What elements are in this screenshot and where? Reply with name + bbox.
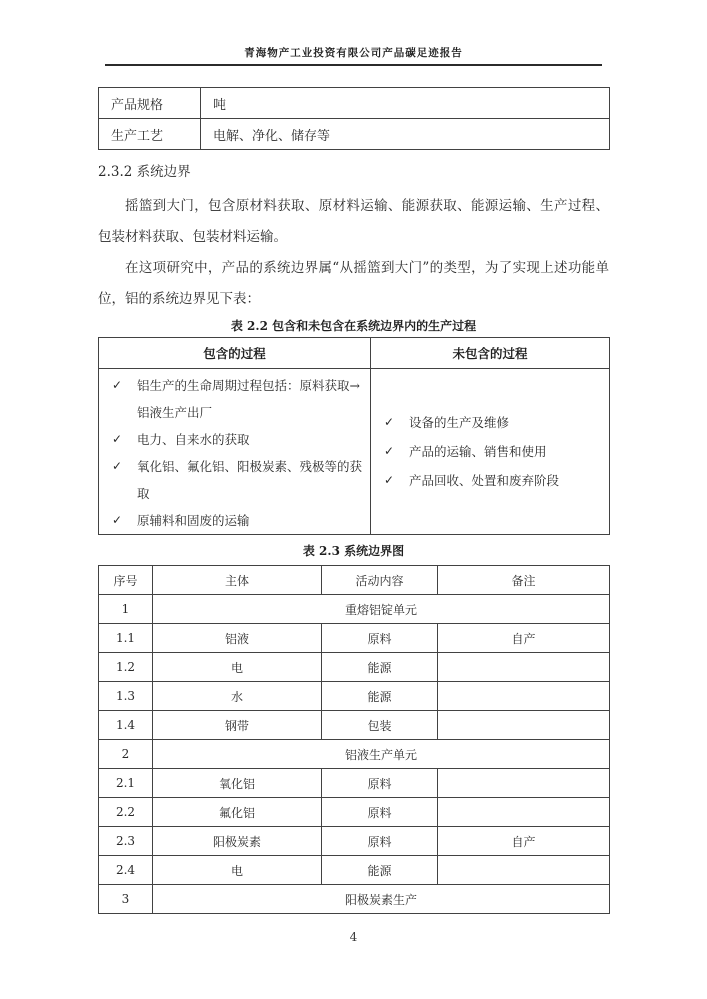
cell-merged-unit: 重熔铝锭单元 bbox=[153, 595, 610, 624]
cell-note: 自产 bbox=[438, 624, 610, 653]
check-icon: ✓ bbox=[384, 415, 395, 429]
page-header-title: 青海物产工业投资有限公司产品碳足迹报告 bbox=[244, 47, 463, 59]
table22-caption: 表 2.2 包含和未包含在系统边界内的生产过程 bbox=[230, 319, 477, 333]
col-header-activity: 活动内容 bbox=[322, 566, 438, 595]
excluded-list bbox=[371, 408, 609, 495]
table23-caption: 表 2.3 系统边界图 bbox=[302, 544, 405, 558]
cell-activity: 原料 bbox=[322, 827, 438, 856]
list-item bbox=[99, 453, 370, 507]
table-row bbox=[99, 624, 610, 653]
page-content bbox=[98, 0, 609, 944]
cell-activity: 能源 bbox=[322, 856, 438, 885]
table-row-unit bbox=[99, 595, 610, 624]
list-item-label: 氧化铝、氟化铝、阳极炭素、残极等的获取 bbox=[137, 459, 363, 501]
header-divider bbox=[105, 64, 602, 66]
table-row bbox=[99, 769, 610, 798]
cell-no: 2.1 bbox=[99, 769, 153, 798]
col-included-header: 包含的过程 bbox=[99, 338, 371, 369]
cell-no: 2 bbox=[99, 740, 153, 769]
list-item-label: 设备的生产及维修 bbox=[409, 415, 510, 430]
cell-note bbox=[438, 711, 610, 740]
cell-note: 自产 bbox=[438, 827, 610, 856]
cell-subject: 氟化铝 bbox=[153, 798, 322, 827]
spec-value: 电解、净化、储存等 bbox=[201, 119, 610, 150]
table-header-row bbox=[99, 338, 610, 369]
table-row bbox=[99, 369, 610, 535]
cell-activity: 原料 bbox=[322, 798, 438, 827]
cell-subject: 电 bbox=[153, 653, 322, 682]
cell-note bbox=[438, 856, 610, 885]
check-icon: ✓ bbox=[112, 459, 123, 473]
spec-label: 生产工艺 bbox=[99, 119, 201, 150]
check-icon: ✓ bbox=[112, 432, 123, 446]
cell-activity: 能源 bbox=[322, 682, 438, 711]
table-row bbox=[99, 856, 610, 885]
list-item bbox=[371, 466, 609, 495]
list-item bbox=[99, 507, 370, 534]
cell-activity: 原料 bbox=[322, 624, 438, 653]
included-list bbox=[99, 372, 370, 534]
cell-no: 1.1 bbox=[99, 624, 153, 653]
list-item bbox=[99, 372, 370, 426]
cell-no: 1.3 bbox=[99, 682, 153, 711]
cell-no: 1.4 bbox=[99, 711, 153, 740]
check-icon: ✓ bbox=[384, 444, 395, 458]
cell-activity: 包装 bbox=[322, 711, 438, 740]
list-item bbox=[371, 437, 609, 466]
cell-activity: 原料 bbox=[322, 769, 438, 798]
cell-subject: 铝液 bbox=[153, 624, 322, 653]
col-header-no: 序号 bbox=[99, 566, 153, 595]
spec-value: 吨 bbox=[201, 88, 610, 119]
cell-no: 2.4 bbox=[99, 856, 153, 885]
cell-no: 2.2 bbox=[99, 798, 153, 827]
table-row bbox=[99, 653, 610, 682]
product-spec-table bbox=[98, 87, 610, 150]
cell-activity: 能源 bbox=[322, 653, 438, 682]
paragraph-boundary: 在这项研究中，产品的系统边界属“从摇篮到大门”的类型，为了实现上述功能单位，铝的系统边界见下表： bbox=[98, 260, 609, 307]
cell-subject: 阳极炭素 bbox=[153, 827, 322, 856]
col-excluded-header: 未包含的过程 bbox=[371, 338, 610, 369]
check-icon: ✓ bbox=[112, 513, 123, 527]
cell-merged-unit: 铝液生产单元 bbox=[153, 740, 610, 769]
check-icon: ✓ bbox=[112, 378, 123, 392]
table-row bbox=[99, 827, 610, 856]
cell-no: 1.2 bbox=[99, 653, 153, 682]
table-row bbox=[99, 88, 610, 119]
table-row bbox=[99, 711, 610, 740]
table-row bbox=[99, 798, 610, 827]
cell-no: 1 bbox=[99, 595, 153, 624]
cell-subject: 水 bbox=[153, 682, 322, 711]
list-item-label: 原辅料和固废的运输 bbox=[137, 513, 250, 528]
cell-subject: 电 bbox=[153, 856, 322, 885]
excluded-processes-cell bbox=[371, 369, 610, 535]
list-item-label: 产品回收、处置和废弃阶段 bbox=[409, 473, 560, 488]
table-row bbox=[99, 119, 610, 150]
col-header-subject: 主体 bbox=[153, 566, 322, 595]
list-item-label: 产品的运输、销售和使用 bbox=[409, 444, 547, 459]
spec-label: 产品规格 bbox=[99, 88, 201, 119]
cell-no: 3 bbox=[99, 885, 153, 914]
included-processes-cell bbox=[99, 369, 371, 535]
cell-note bbox=[438, 798, 610, 827]
cell-subject: 钢带 bbox=[153, 711, 322, 740]
page-number: 4 bbox=[349, 930, 358, 944]
table-header-row bbox=[99, 566, 610, 595]
table-row-unit bbox=[99, 885, 610, 914]
col-header-note: 备注 bbox=[438, 566, 610, 595]
cell-merged-unit: 阳极炭素生产 bbox=[153, 885, 610, 914]
cell-note bbox=[438, 653, 610, 682]
boundary-process-table bbox=[98, 337, 610, 535]
cell-no: 2.3 bbox=[99, 827, 153, 856]
list-item-label: 电力、自来水的获取 bbox=[137, 432, 250, 447]
list-item-label: 铝生产的生命周期过程包括：原料获取→铝液生产出厂 bbox=[137, 378, 360, 420]
cell-subject: 氧化铝 bbox=[153, 769, 322, 798]
table-row-unit bbox=[99, 740, 610, 769]
section-heading: 2.3.2 系统边界 bbox=[98, 164, 191, 180]
list-item bbox=[371, 408, 609, 437]
paragraph-scope: 摇篮到大门，包含原材料获取、原材料运输、能源获取、能源运输、生产过程、包装材料获取、包装材料运输。 bbox=[98, 198, 609, 245]
check-icon: ✓ bbox=[384, 473, 395, 487]
table-row bbox=[99, 682, 610, 711]
list-item bbox=[99, 426, 370, 453]
system-boundary-table bbox=[98, 565, 610, 914]
cell-note bbox=[438, 769, 610, 798]
cell-note bbox=[438, 682, 610, 711]
